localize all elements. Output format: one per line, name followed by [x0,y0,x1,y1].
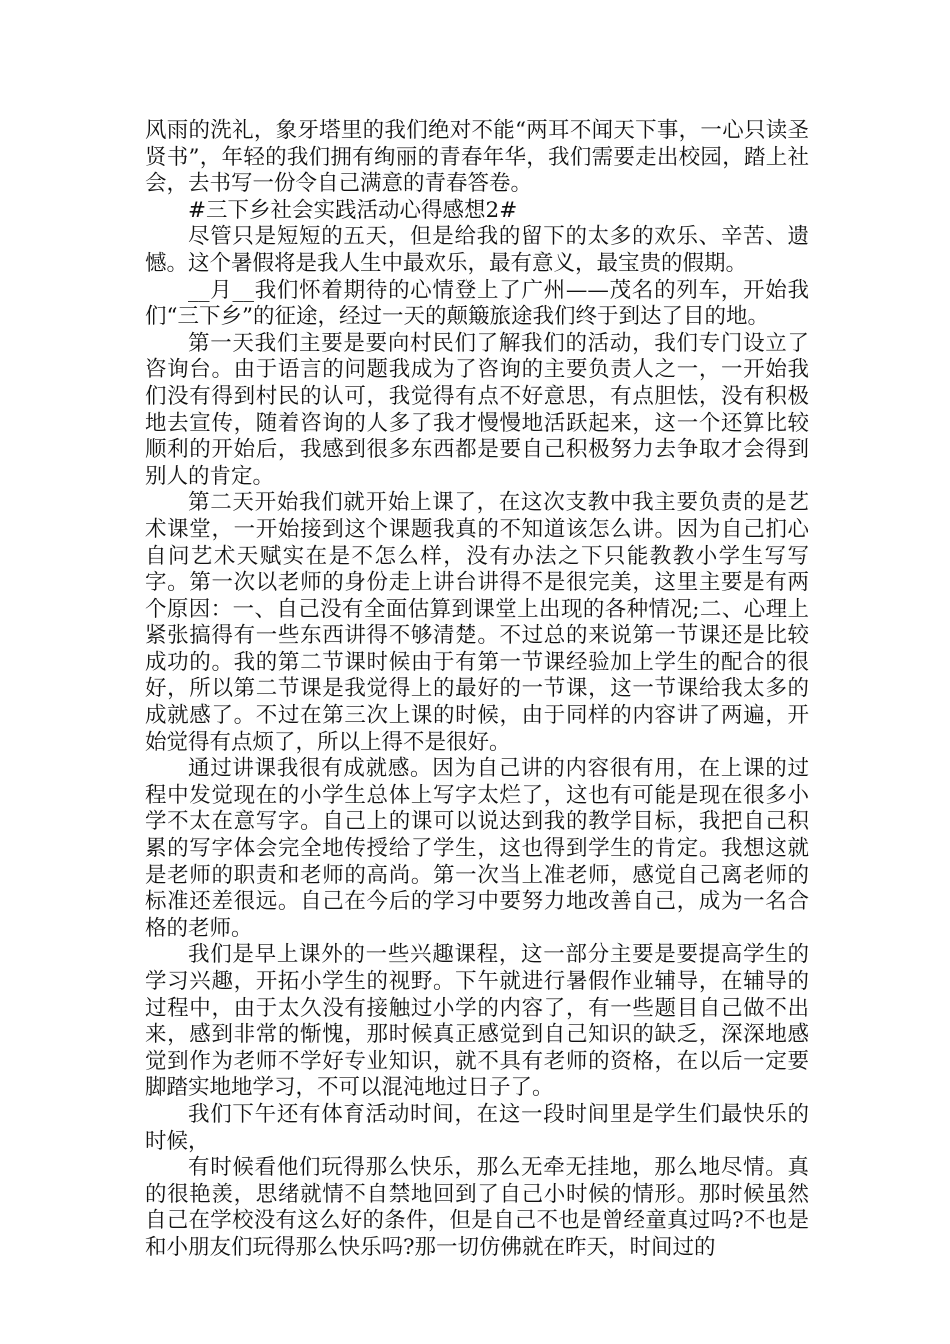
paragraph: 第一天我们主要是要向村民们了解我们的活动，我们专门设立了咨询台。由于语言的问题我成为了咨询的主要负责人之一，一开始我们没有得到村民的认可，我觉得有点不好意思，有点胆怯，没有积极地去宣传，随着咨询的人多了我才慢慢地活跃起来，这一个还算比较顺利的开始后，我感到很多东西都是要自己积极努力去争取才会得到别人的肯定。 [145,330,809,489]
document-page [145,118,809,1262]
paragraph: 我们是早上课外的一些兴趣课程，这一部分主要是要提高学生的学习兴趣，开拓小学生的视野。下午就进行暑假作业辅导，在辅导的过程中，由于太久没有接触过小学的内容了，有一些题目自己做不出来，感到非常的惭愧，那时候真正感觉到自己知识的缺乏，深深地感觉到作为老师不学好专业知识，就不具有老师的资格，在以后一定要脚踏实地地学习，不可以混沌地过日子了。 [145,942,809,1101]
section-heading: #三下乡社会实践活动心得感想2# [188,197,518,223]
paragraph: 尽管只是短短的五天，但是给我的留下的太多的欢乐、辛苦、遗憾。这个暑假将是我人生中最欢乐，最有意义，最宝贵的假期。 [145,224,809,276]
paragraph: 有时候看他们玩得那么快乐，那么无牵无挂地，那么地尽情。真的很艳羡，思绪就情不自禁地回到了自己小时候的情形。那时候虽然自己在学校没有这么好的条件，但是自己不也是曾经童真过吗?不也是和小朋友们玩得那么快乐吗?那一切仿佛就在昨天，时间过的 [145,1155,809,1260]
paragraph: __月__我们怀着期待的心情登上了广州——茂名的列车，开始我们“三下乡”的征途，经过一天的颠簸旅途我们终于到达了目的地。 [145,277,809,330]
paragraph: 通过讲课我很有成就感。因为自己讲的内容很有用，在上课的过程中发觉现在的小学生总体上写字太烂了，这也有可能是现在很多小学不太在意写字。自己上的课可以说达到我的教学目标，我把自己积累的写字体会完全地传授给了学生，这也得到学生的肯定。我想这就是老师的职责和老师的高尚。第一次当上准老师，感觉自己离老师的标准还差很远。自己在今后的学习中要努力地改善自己，成为一名合格的老师。 [145,756,809,941]
paragraph: 第二天开始我们就开始上课了，在这次支教中我主要负责的是艺术课堂，一开始接到这个课题我真的不知道该怎么讲。因为自己扪心自问艺术天赋实在是不怎么样，没有办法之下只能教教小学生写写字。第一次以老师的身份走上讲台讲得不是很完美，这里主要是有两个原因：一、自己没有全面估算到课堂上出现的各种情况;二、心理上紧张搞得有一些东西讲得不够清楚。不过总的来说第一节课还是比较成功的。我的第二节课时候由于有第一节课经验加上学生的配合的很好，所以第二节课是我觉得上的最好的一节课，这一节课给我太多的成就感了。不过在第三次上课的时候，由于同样的内容讲了两遍，开始觉得有点烦了，所以上得不是很好。 [145,490,809,755]
paragraph: 我们下午还有体育活动时间，在这一段时间里是学生们最快乐的时候， [145,1101,809,1154]
paragraph: 风雨的洗礼，象牙塔里的我们绝对不能“两耳不闻天下事，一心只读圣贤书”，年轻的我们拥有绚丽的青春年华，我们需要走出校园，踏上社会，去书写一份令自己满意的青春答卷。 [145,118,809,197]
